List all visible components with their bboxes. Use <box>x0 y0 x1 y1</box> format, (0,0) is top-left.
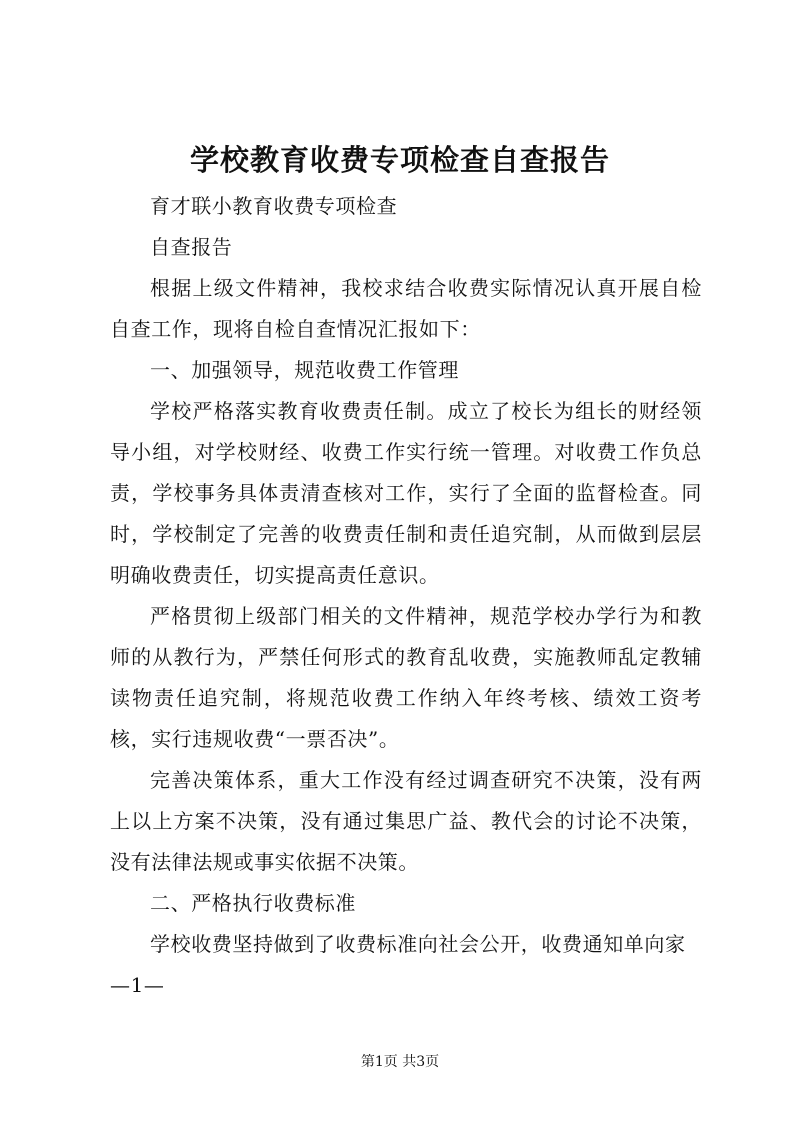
page-marker: —1— <box>110 973 165 997</box>
paragraph-fee-standard: 学校收费坚持做到了收费标准向社会公开，收费通知单向家 <box>150 932 686 956</box>
paragraph-decision: 完善决策体系，重大工作没有经过调查研究不决策，没有两上以上方案不决策，没有通过集思广益、教代会的讨论不决策，没有法律法规或事实依据不决策。 <box>110 768 702 874</box>
paragraph-regulation: 严格贯彻上级部门相关的文件精神，规范学校办学行为和教师的从教行为，严禁任何形式的教育乱收费，实施教师乱定教辅读物责任追究制，将规范收费工作纳入年终考核、绩效工资考核，实行违规收费“一票否决”。 <box>110 604 702 751</box>
document-body <box>110 186 702 1006</box>
paragraph-report-label: 自查报告 <box>150 235 233 259</box>
paragraph-responsibility: 学校严格落实教育收费责任制。成立了校长为组长的财经领导小组，对学校财经、收费工作实行统一管理。对收费工作负总责，学校事务具体责清查核对工作，实行了全面的监督检查。同时，学校制定了完善的收费责任制和责任追究制，从而做到层层明确收费责任，切实提高责任意识。 <box>110 399 702 587</box>
page-footer: 第1页 共3页 <box>360 1054 440 1070</box>
paragraph-school-name: 育才联小教育收费专项检查 <box>150 194 398 218</box>
document-title: 学校教育收费专项检查自查报告 <box>189 143 610 177</box>
section-heading-1: 一、加强领导，规范收费工作管理 <box>150 358 459 382</box>
paragraph-intro: 根据上级文件精神，我校求结合收费实际情况认真开展自检自查工作，现将自检自查情况汇报如下： <box>110 276 702 341</box>
section-heading-2: 二、严格执行收费标准 <box>150 891 356 915</box>
